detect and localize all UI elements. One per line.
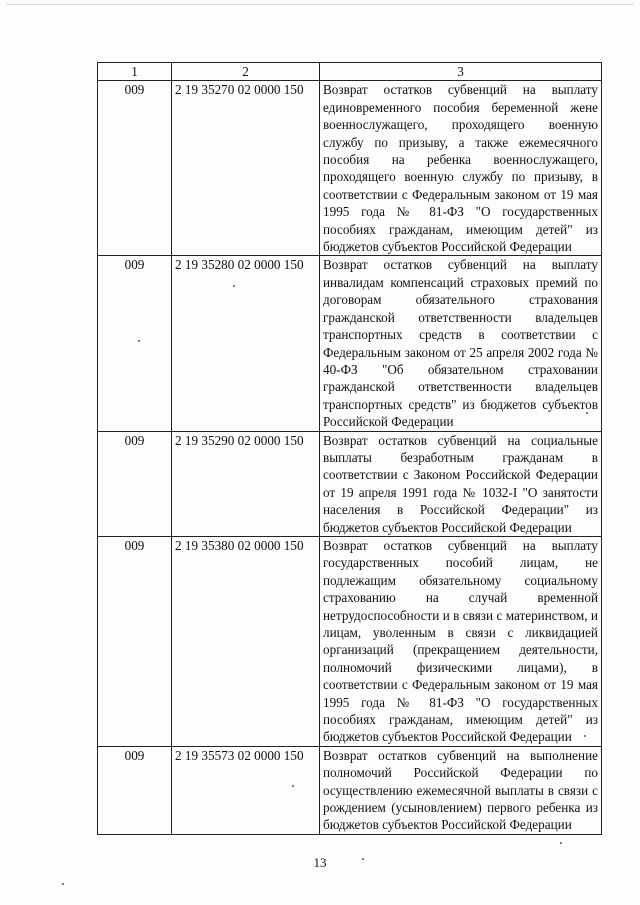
table-row [98, 536, 602, 746]
scan-speck [138, 340, 140, 342]
description-cell: Возврат остатков субвенций на выплату государственных пособий лицам, не подлежащим обязательному социальному страхованию на случай временной нетрудоспособности и в связи с материнством, и лицам, уволенным в связи с ликвидацией организаций (прекращением деятельности, полномочий физическими лицами), в соответствии с Федеральным законом от 19 мая 1995 года № 81-ФЗ "О государственных пособиях гражданам, имеющим детей" из бюджетов субъектов Российской Федерации [320, 536, 602, 746]
admin-code-cell: 009 [98, 256, 172, 431]
admin-code-cell: 009 [98, 536, 172, 746]
table-header-row [98, 63, 602, 81]
page-number: 13 [313, 855, 327, 870]
scan-speck [233, 285, 235, 287]
budget-code-table [97, 62, 602, 835]
scan-speck [586, 412, 588, 414]
budget-classification-code-cell: 2 19 35270 02 0000 150 [172, 81, 320, 256]
column-header-3: 3 [320, 63, 602, 81]
budget-classification-code-cell: 2 19 35573 02 0000 150 [172, 746, 320, 834]
scan-edge-line [6, 4, 634, 5]
column-header-1: 1 [98, 63, 172, 81]
admin-code-cell: 009 [98, 81, 172, 256]
admin-code-cell: 009 [98, 746, 172, 834]
table-row [98, 746, 602, 834]
budget-classification-code-cell: 2 19 35280 02 0000 150 [172, 256, 320, 431]
description-cell: Возврат остатков субвенций на выплату единовременного пособия беременной жене военнослужащего, проходящего военную службу по призыву, а также ежемесячного пособия на ребенка военнослужащего, проходящего военную службу по призыву, в соответствии с Федеральным законом от 19 мая 1995 года № 81-ФЗ "О государственных пособиях гражданам, имеющим детей" из бюджетов субъектов Российской Федерации [320, 81, 602, 256]
scan-speck [560, 842, 562, 844]
scan-speck [362, 858, 364, 860]
description-cell: Возврат остатков субвенций на выполнение полномочий Российской Федерации по осуществлению ежемесячной выплаты в связи с рождением (усыновлением) первого ребенка из бюджетов субъектов Российской Федерации [320, 746, 602, 834]
table-row [98, 81, 602, 256]
description-cell: Возврат остатков субвенций на выплату инвалидам компенсаций страховых премий по договорам обязательного страхования гражданской ответственности владельцев транспортных средств в соответствии с Федеральным законом от 25 апреля 2002 года № 40-ФЗ "Об обязательном страховании гражданской ответственности владельцев транспортных средств" из бюджетов субъектов Российской Федерации [320, 256, 602, 431]
admin-code-cell: 009 [98, 431, 172, 536]
scan-speck [584, 735, 586, 737]
table-row [98, 256, 602, 431]
table-row [98, 431, 602, 536]
budget-classification-code-cell: 2 19 35380 02 0000 150 [172, 536, 320, 746]
column-header-2: 2 [172, 63, 320, 81]
scan-speck [62, 883, 64, 885]
scan-speck [292, 785, 294, 787]
budget-classification-code-cell: 2 19 35290 02 0000 150 [172, 431, 320, 536]
description-cell: Возврат остатков субвенций на социальные выплаты безработным гражданам в соответствии с Законом Российской Федерации от 19 апреля 1991 года № 1032-I "О занятости населения в Российской Федерации" из бюджетов субъектов Российской Федерации [320, 431, 602, 536]
